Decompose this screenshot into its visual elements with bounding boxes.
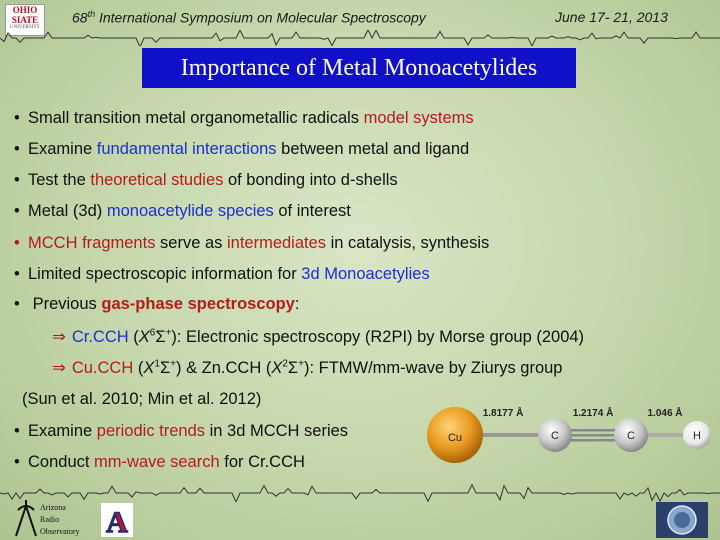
atom-label: C xyxy=(551,430,559,442)
bullet-highlight: fundamental interactions xyxy=(96,140,277,158)
parity: + xyxy=(170,358,176,370)
multiplicity: 2 xyxy=(282,358,288,370)
bullet-1: • Small transition metal organometallic radicals model systems xyxy=(14,109,474,127)
implies-arrow-icon: ⇒ xyxy=(52,359,66,377)
logo-line-1: OHIO xyxy=(12,5,38,15)
atom-label: C xyxy=(627,430,635,442)
bullet-highlight: model systems xyxy=(363,109,474,127)
bullet-text: Test the xyxy=(28,171,91,189)
paren: ( xyxy=(133,359,144,377)
bullet-9: • Conduct mm-wave search for Cr.CCH xyxy=(14,453,305,471)
implies-arrow-icon: ⇒ xyxy=(52,328,66,346)
bond-length-label: 1.2174 Å xyxy=(572,408,614,419)
parity: + xyxy=(298,358,304,370)
header-spectrum-divider xyxy=(0,30,720,46)
atom-label: H xyxy=(693,430,701,442)
symposium-title: International Symposium on Molecular Spectroscopy xyxy=(95,9,426,26)
bullet-text: Examine xyxy=(28,140,97,158)
sub-item-text: ): Electronic spectroscopy (R2PI) by Morse group (2004) xyxy=(171,328,585,346)
bullet-3: • Test the theoretical studies of bonding into d-shells xyxy=(14,171,398,189)
bullet-text: : xyxy=(294,295,300,313)
sub-item-text: ) & Zn.CCH ( xyxy=(175,359,272,377)
parity: + xyxy=(165,327,172,339)
bullet-text: Metal (3d) xyxy=(28,202,107,220)
aro-line-1: Arizona xyxy=(40,503,66,512)
molecule-name: Cu.CCH xyxy=(71,359,134,377)
bullet-highlight: gas-phase spectroscopy xyxy=(101,295,295,313)
university-of-arizona-logo xyxy=(100,502,134,538)
bond-length-label: 1.046 Å xyxy=(647,408,683,419)
bullet-highlight: periodic trends xyxy=(96,422,206,440)
bullet-text: of bonding into d-shells xyxy=(223,171,398,189)
atom-label: Cu xyxy=(447,432,463,444)
aro-line-2: Radio xyxy=(40,515,60,524)
bullet-8: • Examine periodic trends in 3d MCCH series xyxy=(14,422,349,440)
paren: ( xyxy=(128,328,139,346)
cucch-molecule-diagram xyxy=(425,402,715,472)
slide-title: Importance of Metal Monoacetylides xyxy=(180,54,538,81)
reference-text: (Sun et al. 2010; Min et al. 2012) xyxy=(22,390,262,408)
logo-line-3: UNIVERSITY xyxy=(10,25,40,30)
multiplicity: 1 xyxy=(154,358,160,370)
bullet-7: • Previous gas-phase spectroscopy: xyxy=(14,295,300,313)
symposium-number: 68 xyxy=(72,9,88,26)
term-symbol: Σ xyxy=(159,359,171,377)
state-symbol: X xyxy=(138,328,150,346)
symposium-seal-icon xyxy=(656,502,708,538)
sub-item-cucch xyxy=(52,358,562,378)
title-box xyxy=(142,48,576,88)
bullet-text: serve as xyxy=(155,234,227,252)
bullet-highlight: 3d Monoacetylies xyxy=(301,265,430,283)
bullet-text: in 3d MCCH series xyxy=(205,422,349,440)
term-symbol: Σ xyxy=(287,359,299,377)
arizona-radio-observatory-logo xyxy=(12,500,90,538)
symposium-date: June 17- 21, 2013 xyxy=(555,9,668,25)
bullet-highlight: intermediates xyxy=(226,234,327,252)
bullet-text: in catalysis, synthesis xyxy=(326,234,490,252)
bullet-text: Previous xyxy=(28,295,102,313)
bullet-highlight: mm-wave search xyxy=(94,453,220,471)
bullet-highlight: monoacetylide species xyxy=(106,202,274,220)
ua-letter: A xyxy=(106,506,128,538)
bullet-text: Limited spectroscopic information for xyxy=(28,265,302,283)
logo-line-2: SIATE xyxy=(11,15,39,25)
bullet-5: • MCCH fragments serve as intermediates in catalysis, synthesis xyxy=(14,234,490,252)
bullet-text: for Cr.CCH xyxy=(219,453,305,471)
bond-length-label: 1.8177 Å xyxy=(482,408,524,419)
sub-item-crcch xyxy=(52,327,584,347)
bullet-text: Conduct xyxy=(28,453,95,471)
symposium-name xyxy=(72,9,426,26)
bullet-text: Examine xyxy=(28,422,97,440)
bullet-6: • Limited spectroscopic information for 3d Monoacetylies xyxy=(14,265,430,283)
molecule-name: Cr.CCH xyxy=(71,328,129,346)
aro-line-3: Observatory xyxy=(40,527,80,536)
symposium-ordinal: th xyxy=(87,9,96,19)
state-symbol: X xyxy=(271,359,283,377)
state-symbol: X xyxy=(143,359,155,377)
bullet-highlight: theoretical studies xyxy=(90,171,224,189)
bullet-text: Small transition metal organometallic radicals xyxy=(28,109,364,127)
sub-item-text: ): FTMW/mm-wave by Ziurys group xyxy=(303,359,563,377)
footer-spectrum-divider xyxy=(0,484,720,502)
bullet-text: of interest xyxy=(273,202,351,220)
multiplicity: 6 xyxy=(149,327,156,339)
bullet-text: between metal and ligand xyxy=(276,140,470,158)
bullet-2: • Examine fundamental interactions between metal and ligand xyxy=(14,140,470,158)
bullet-4: • Metal (3d) monoacetylide species of interest xyxy=(14,202,351,220)
bullet-highlight: MCCH fragments xyxy=(28,234,156,252)
term-symbol: Σ xyxy=(155,328,166,346)
